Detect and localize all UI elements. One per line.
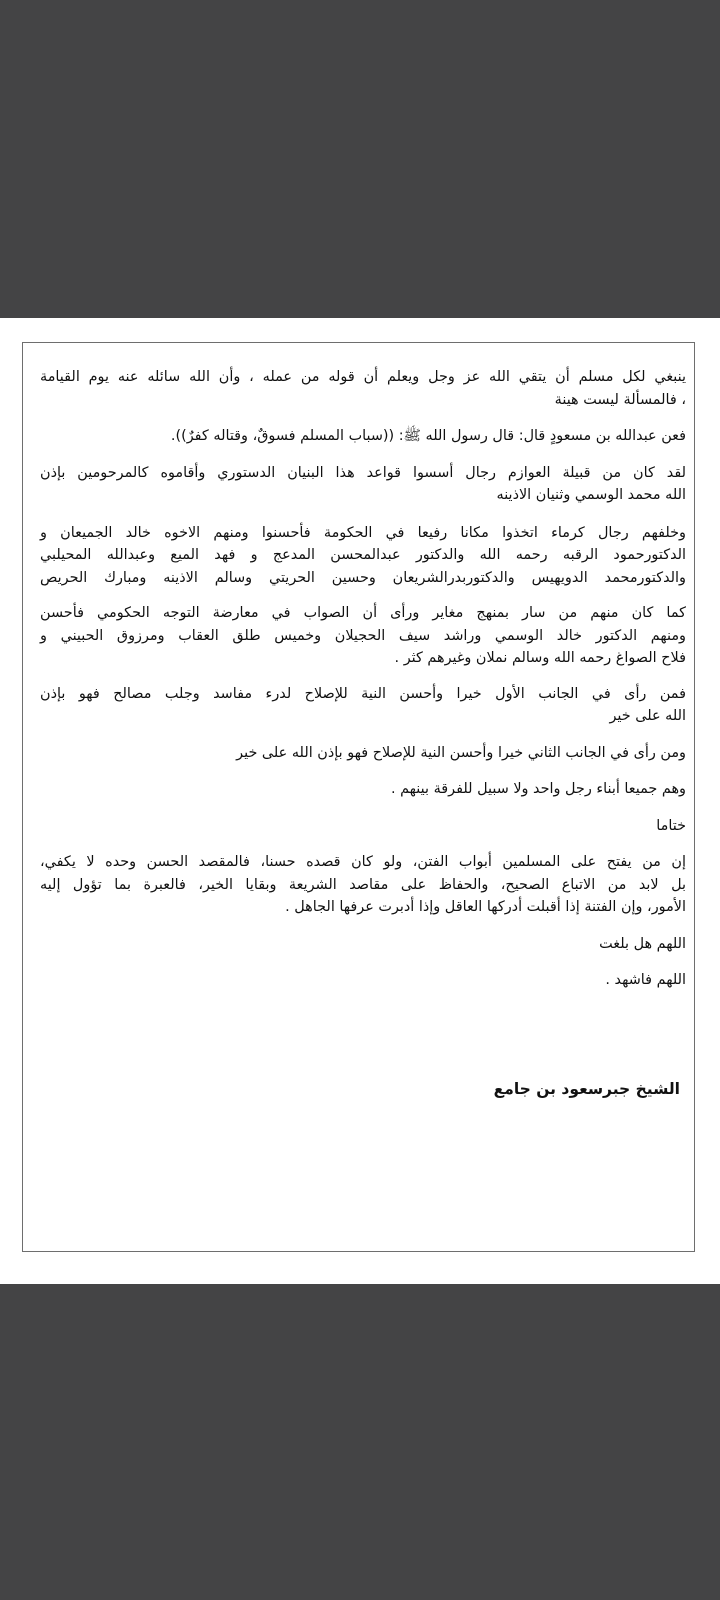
text-line: ومنهم الدكتور خالد الوسمي وراشد سيف الحجيلان وخميس طلق العقاب ومرزوق الحبيني و — [40, 627, 686, 644]
text-line: ، فالمسألة ليست هينة — [554, 391, 686, 408]
text-line: الدكتورحمود الرقبه رحمه الله والدكتور عبدالمحسن المدعج و فهد الميع وعبدالله المحيلبي — [40, 547, 686, 563]
text-line: اللهم هل بلغت — [599, 935, 686, 952]
text-line: فعن عبدالله بن مسعودٍ قال: قال رسول الله ﷺ: ((سباب المسلم فسوقٌ، وقتاله كفرٌ)). — [170, 428, 686, 444]
text-line: بل لابد من الاتباع الصحيح، والحفاظ على مقاصد الشريعة وبقايا الخير، فالعبرة بما تؤول إليه — [40, 876, 686, 893]
paragraph-second-side — [40, 742, 686, 765]
text-line: إن من يفتح على المسلمين أبواب الفتن، ولو كان قصده حسنا، فالمقصد الحسن وحده لا يكفي، — [40, 854, 686, 870]
paragraph-closing-heading — [40, 815, 686, 838]
text-line: فلاح الصواغ رحمه الله وسالم نملان وغيرهم كثر . — [394, 650, 686, 666]
text-line: ومن رأى في الجانب الثاني خيرا وأحسن النية للإصلاح فهو بإذن الله على خير — [236, 744, 686, 761]
text-line: الله على خير — [609, 708, 686, 724]
text-line: فمن رأى في الجانب الأول خيرا وأحسن النية للإصلاح لدرء مفاسد وجلب مصالح فهو بإذن — [40, 685, 686, 702]
document-body — [40, 366, 686, 992]
paragraph-opposition — [40, 602, 686, 670]
text-line: الله محمد الوسمي وثنيان الاذينه — [496, 487, 686, 503]
paragraph-first-side — [40, 683, 686, 728]
paragraph-intro — [40, 366, 686, 411]
text-line: كما كان منهم من سار بمنهج مغاير ورأى أن الصواب في معارضة التوجه الحكومي فأحسن — [40, 605, 686, 621]
author-signature: الشيخ جبرسعود بن جامع — [493, 1080, 680, 1098]
paragraph-unity — [40, 778, 686, 801]
text-line: والدكتورمحمد الدويهيس والدكتوربدرالشريعان وحسين الحريتي وسالم الاذينه ومبارك الحريص — [40, 569, 686, 586]
paragraph-closing — [40, 851, 686, 919]
paragraph-founders — [40, 462, 686, 507]
text-line: ينبغي لكل مسلم أن يتقي الله عز وجل ويعلم أن قوله من عمله ، وأن الله سائله عنه يوم القيامة — [40, 369, 686, 385]
text-line: وخلفهم رجال كرماء اتخذوا مكانا رفيعا في الحكومة فأحسنوا ومنهم الاخوه خالد الجميعان و — [40, 524, 686, 541]
text-line: ختاما — [656, 817, 686, 834]
text-line: وهم جميعا أبناء رجل واحد ولا سبيل للفرقة بينهم . — [390, 781, 686, 797]
text-line: الأمور، وإن الفتنة إذا أقبلت أدركها العاقل وإذا أدبرت عرفها الجاهل . — [285, 899, 686, 915]
paragraph-government — [40, 522, 686, 590]
text-line: لقد كان من قبيلة العوازم رجال أسسوا قواعد هذا البنيان الدستوري وأقاموه كالمرحومين بإذن — [40, 464, 686, 481]
text-line: اللهم فاشهد . — [605, 972, 686, 988]
document-page — [0, 318, 720, 1284]
paragraph-prayer-2 — [40, 969, 686, 992]
paragraph-hadith — [40, 425, 686, 448]
paragraph-prayer-1 — [40, 933, 686, 956]
